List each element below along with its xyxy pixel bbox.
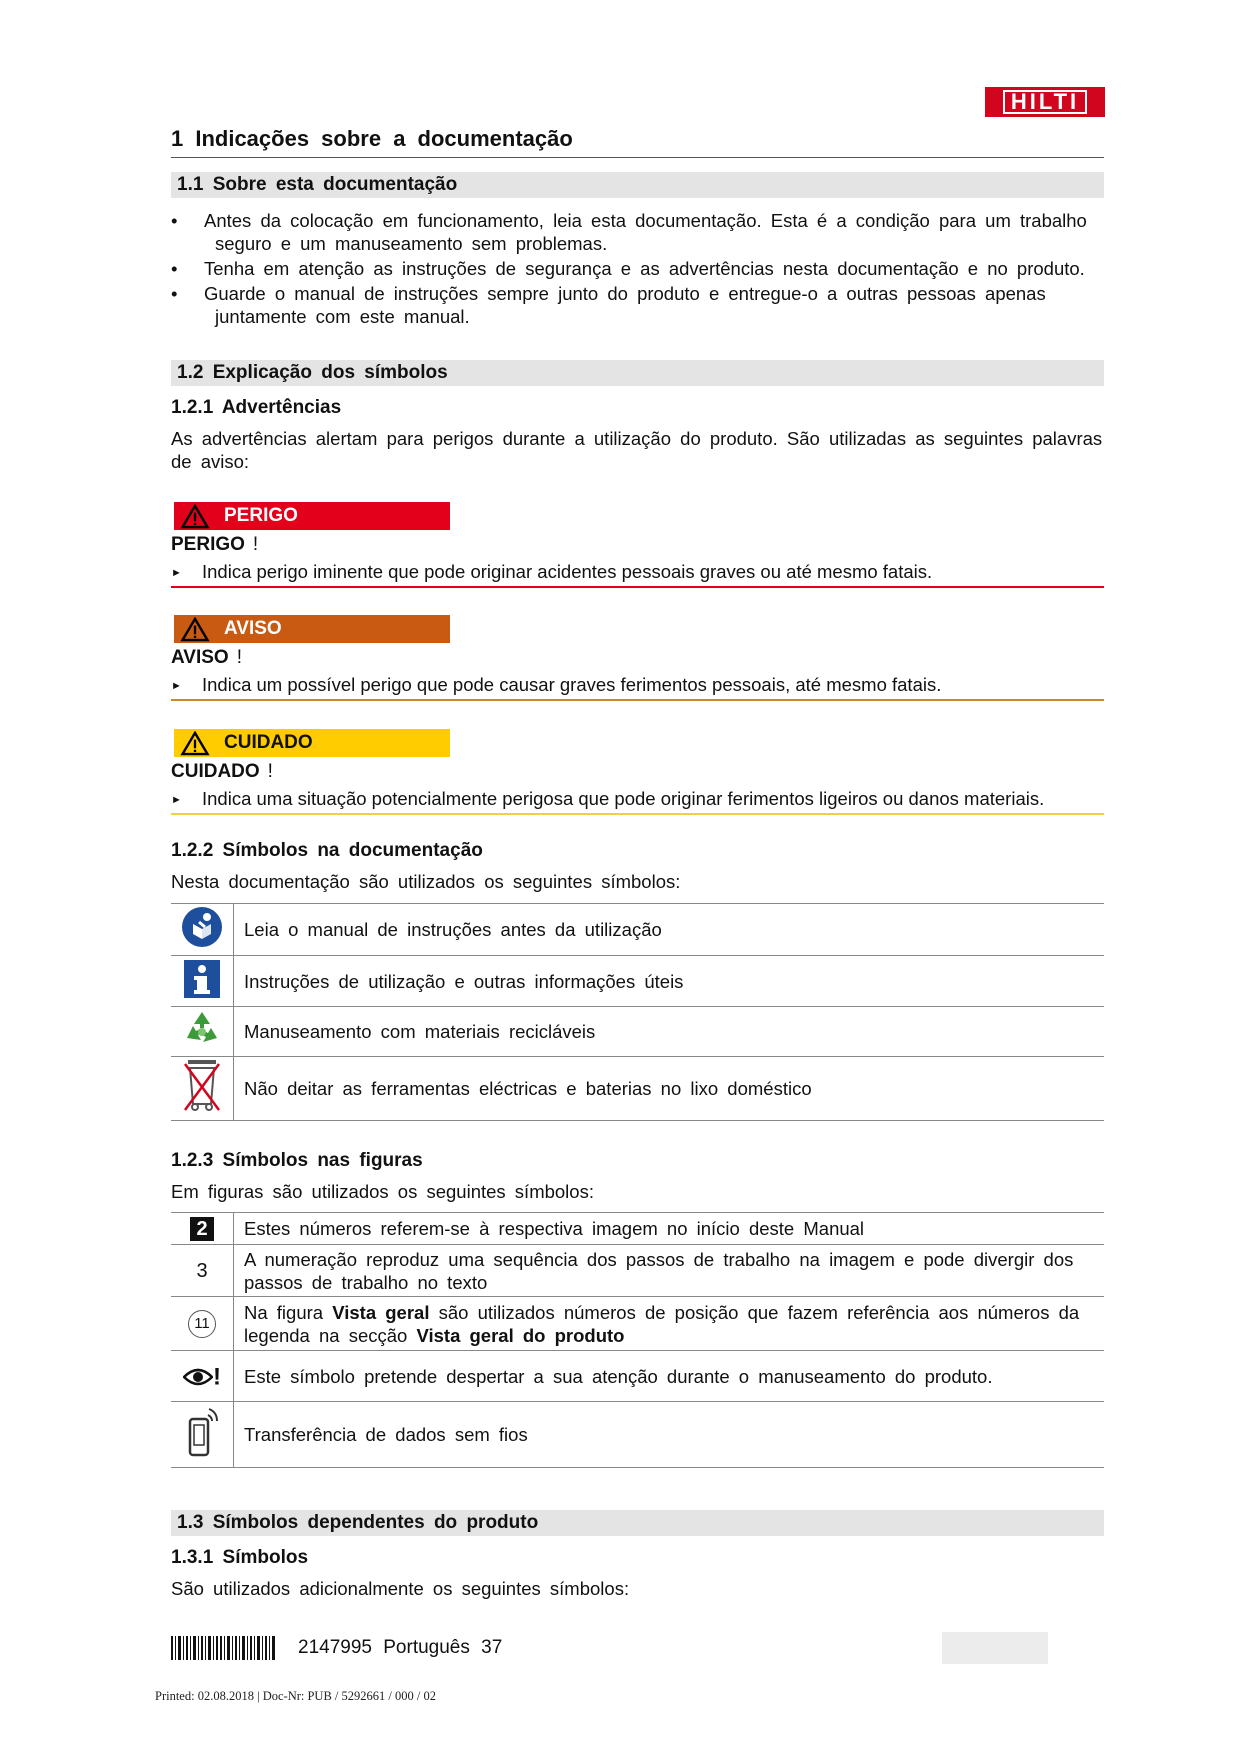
doc-symbol-text: Leia o manual de instruções antes da utilização (234, 904, 1105, 956)
hilti-logo (985, 87, 1105, 117)
read-manual-icon (171, 904, 234, 956)
section-1-3-1-title: 1.3.1 Símbolos (171, 1547, 309, 1568)
warning-triangle-icon (180, 617, 210, 642)
aviso-text: Indica um possível perigo que pode causar graves ferimentos pessoais, até mesmo fatais. (202, 674, 942, 695)
perigo-text: Indica perigo iminente que pode originar acidentes pessoais graves ou até mesmo fatais. (202, 561, 933, 582)
perigo-word: PERIGO ! (171, 534, 259, 555)
doc-language: Português (383, 1637, 470, 1658)
table-row (171, 1297, 1104, 1351)
warning-triangle-icon (180, 731, 210, 756)
cuidado-underline (171, 813, 1104, 815)
logo-text: HILTI (1003, 90, 1087, 114)
section-1-2-1-title: 1.2.1 Advertências (171, 397, 342, 418)
doc-symbol-text: Instruções de utilização e outras informações úteis (234, 956, 1105, 1007)
warnings-intro: As advertências alertam para perigos durante a utilização do produto. São utilizadas as seguintes palavras de aviso: (171, 428, 1103, 472)
cuidado-word: CUIDADO ! (171, 761, 273, 782)
eye-attention-icon: ! (171, 1351, 234, 1402)
figure-symbol-text: Estes números referem-se à respectiva imagem no início deste Manual (234, 1213, 1105, 1245)
printed-info: Printed: 02.08.2018 | Doc-Nr: PUB / 5292661 / 000 / 02 (155, 1689, 436, 1703)
aviso-underline (171, 699, 1104, 701)
section-1-1-bullets (171, 209, 1171, 330)
table-row (171, 1007, 1104, 1057)
aviso-word: AVISO ! (171, 647, 242, 668)
bullet-item: • Guarde o manual de instruções sempre junto do produto e entregue-o a outras pessoas apenas juntamente com este manual. (171, 282, 1171, 328)
section-1-2-2-title: 1.2.2 Símbolos na documentação (171, 840, 483, 861)
number-box-icon: 2 (171, 1213, 234, 1245)
table-row (171, 956, 1104, 1007)
doc-symbols-intro: Nesta documentação são utilizados os seguintes símbolos: (171, 871, 681, 892)
grey-placeholder-box (942, 1632, 1048, 1664)
perigo-underline (171, 586, 1104, 588)
figure-symbol-text: Na figura Vista geral são utilizados números de posição que fazem referência aos números da legenda na secção Vista geral do produto (234, 1297, 1105, 1351)
doc-symbol-text: Manuseamento com materiais recicláveis (234, 1007, 1105, 1057)
figure-symbols-intro: Em figuras são utilizados os seguintes símbolos: (171, 1181, 594, 1202)
aviso-banner: AVISO (174, 615, 450, 643)
recycle-icon (171, 1007, 234, 1057)
table-row (171, 1057, 1104, 1121)
arrow-icon: ► (171, 567, 182, 579)
figure-symbol-text: A numeração reproduz uma sequência dos passos de trabalho na imagem e pode divergir dos passos de trabalho no texto (234, 1245, 1105, 1297)
table-row (171, 1213, 1104, 1245)
section-1-3-title: 1.3 Símbolos dependentes do produto (171, 1510, 1104, 1536)
section-1-1-title: 1.1 Sobre esta documentação (171, 172, 1104, 198)
arrow-icon: ► (171, 680, 182, 692)
figure-symbol-text: Transferência de dados sem fios (234, 1402, 1105, 1468)
table-row (171, 1245, 1104, 1297)
doc-symbols-table (171, 903, 1104, 1121)
table-row (171, 904, 1104, 956)
chapter-heading: 1 Indicações sobre a documentação (171, 126, 573, 151)
bullet-item: • Tenha em atenção as instruções de segurança e as advertências nesta documentação e no produto. (171, 257, 1171, 280)
crossed-bin-icon (171, 1057, 234, 1121)
barcode-icon (171, 1636, 275, 1660)
doc-symbol-text: Não deitar as ferramentas eléctricas e baterias no lixo doméstico (234, 1057, 1105, 1121)
doc-code: 2147995 (298, 1637, 372, 1658)
perigo-banner: PERIGO (174, 502, 450, 530)
cuidado-banner: CUIDADO (174, 729, 450, 757)
figure-symbol-text: Este símbolo pretende despertar a sua atenção durante o manuseamento do produto. (234, 1351, 1105, 1402)
circled-number-icon: 11 (171, 1297, 234, 1351)
product-symbols-intro: São utilizados adicionalmente os seguintes símbolos: (171, 1578, 630, 1599)
page-number: 37 (481, 1637, 503, 1658)
footer-doc-info (298, 1637, 502, 1659)
bullet-item: • Antes da colocação em funcionamento, leia esta documentação. Esta é a condição para um trabalho seguro e um manuseamento sem problemas. (171, 209, 1171, 255)
figure-symbols-table (171, 1212, 1104, 1468)
section-1-2-title: 1.2 Explicação dos símbolos (171, 360, 1104, 386)
wireless-device-icon (171, 1402, 234, 1468)
arrow-icon: ► (171, 794, 182, 806)
warning-triangle-icon (180, 504, 210, 529)
number-icon: 3 (171, 1245, 234, 1297)
table-row (171, 1351, 1104, 1402)
cuidado-text: Indica uma situação potencialmente perigosa que pode originar ferimentos ligeiros ou danos materiais. (202, 788, 1045, 809)
section-1-2-3-title: 1.2.3 Símbolos nas figuras (171, 1150, 423, 1171)
heading-rule (171, 157, 1104, 158)
info-icon (171, 956, 234, 1007)
table-row (171, 1402, 1104, 1468)
